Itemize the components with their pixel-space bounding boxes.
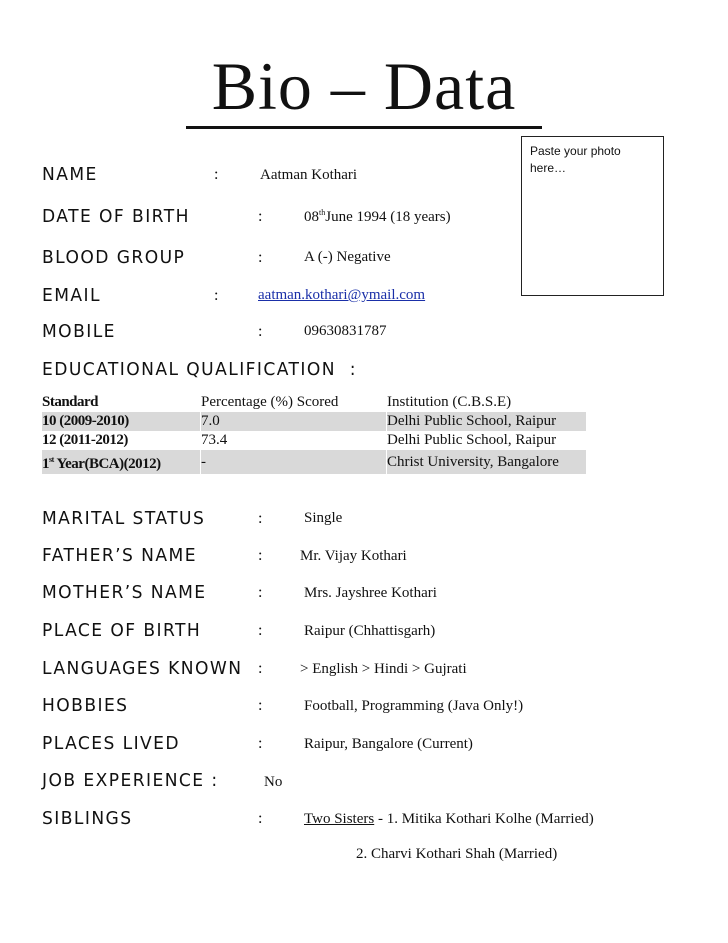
hobbies-label: HOBBIES <box>42 695 129 716</box>
table-row: 10 (2009-2010) 7.0 Delhi Public School, Raipur <box>42 412 586 431</box>
table-row: 12 (2011-2012) 73.4 Delhi Public School, Raipur <box>42 431 586 450</box>
places-lived-value: Raipur, Bangalore (Current) <box>304 736 473 752</box>
blood-group-value: A (-) Negative <box>304 249 391 265</box>
marital-status-colon: : <box>258 510 263 527</box>
father-name-colon: : <box>258 547 263 564</box>
places-lived-colon: : <box>258 735 263 752</box>
mobile-colon: : <box>258 323 263 340</box>
job-experience-label: JOB EXPERIENCE : <box>42 770 219 791</box>
mobile-value: 09630831787 <box>304 323 387 339</box>
mother-name-label: MOTHER’S NAME <box>42 582 207 603</box>
blood-group-colon: : <box>258 249 263 266</box>
table-row: 1st Year(BCA)(2012) - Christ University, Bangalore <box>42 450 586 474</box>
siblings-value-line2: 2. Charvi Kothari Shah (Married) <box>356 846 558 862</box>
father-name-value: Mr. Vijay Kothari <box>300 548 407 564</box>
header-percentage: Percentage (%) Scored <box>201 393 387 412</box>
marital-status-value: Single <box>304 510 343 526</box>
job-experience-value: No <box>264 774 283 790</box>
dob-label: DATE OF BIRTH <box>42 206 190 227</box>
page-title: Bio – Data <box>186 46 542 129</box>
mother-name-colon: : <box>258 584 263 601</box>
languages-label: LANGUAGES KNOWN <box>42 658 243 679</box>
education-table <box>42 393 586 474</box>
photo-placeholder[interactable] <box>521 136 664 296</box>
siblings-label: SIBLINGS <box>42 808 133 829</box>
education-label: EDUCATIONAL QUALIFICATION : <box>42 359 357 380</box>
mother-name-value: Mrs. Jayshree Kothari <box>304 585 437 601</box>
email-colon: : <box>214 287 219 304</box>
languages-colon: : <box>258 660 263 677</box>
languages-value: > English > Hindi > Gujrati <box>300 661 467 677</box>
birthplace-colon: : <box>258 622 263 639</box>
header-standard: Standard <box>42 394 99 410</box>
places-lived-label: PLACES LIVED <box>42 733 181 754</box>
name-label: NAME <box>42 164 98 185</box>
email-link[interactable]: aatman.kothari@ymail.com <box>258 287 426 303</box>
name-value: Aatman Kothari <box>260 167 358 183</box>
hobbies-colon: : <box>258 697 263 714</box>
blood-group-label: BLOOD GROUP <box>42 247 186 268</box>
dob-colon: : <box>258 208 263 225</box>
hobbies-value: Football, Programming (Java Only!) <box>304 698 524 714</box>
marital-status-label: MARITAL STATUS <box>42 508 206 529</box>
birthplace-value: Raipur (Chhattisgarh) <box>304 623 436 639</box>
table-header-row <box>42 393 586 412</box>
email-label: EMAIL <box>42 285 101 306</box>
name-colon: : <box>214 166 219 183</box>
siblings-value-line1: Two Sisters - 1. Mitika Kothari Kolhe (Married) <box>304 811 594 827</box>
mobile-label: MOBILE <box>42 321 116 342</box>
father-name-label: FATHER’S NAME <box>42 545 197 566</box>
siblings-prefix: Two Sisters <box>304 811 375 827</box>
photo-placeholder-text: Paste your photo here… <box>530 144 621 175</box>
dob-value: 08thJune 1994 (18 years) <box>304 208 451 225</box>
header-institution: Institution (C.B.S.E) <box>387 393 587 412</box>
birthplace-label: PLACE OF BIRTH <box>42 620 202 641</box>
siblings-colon: : <box>258 810 263 827</box>
